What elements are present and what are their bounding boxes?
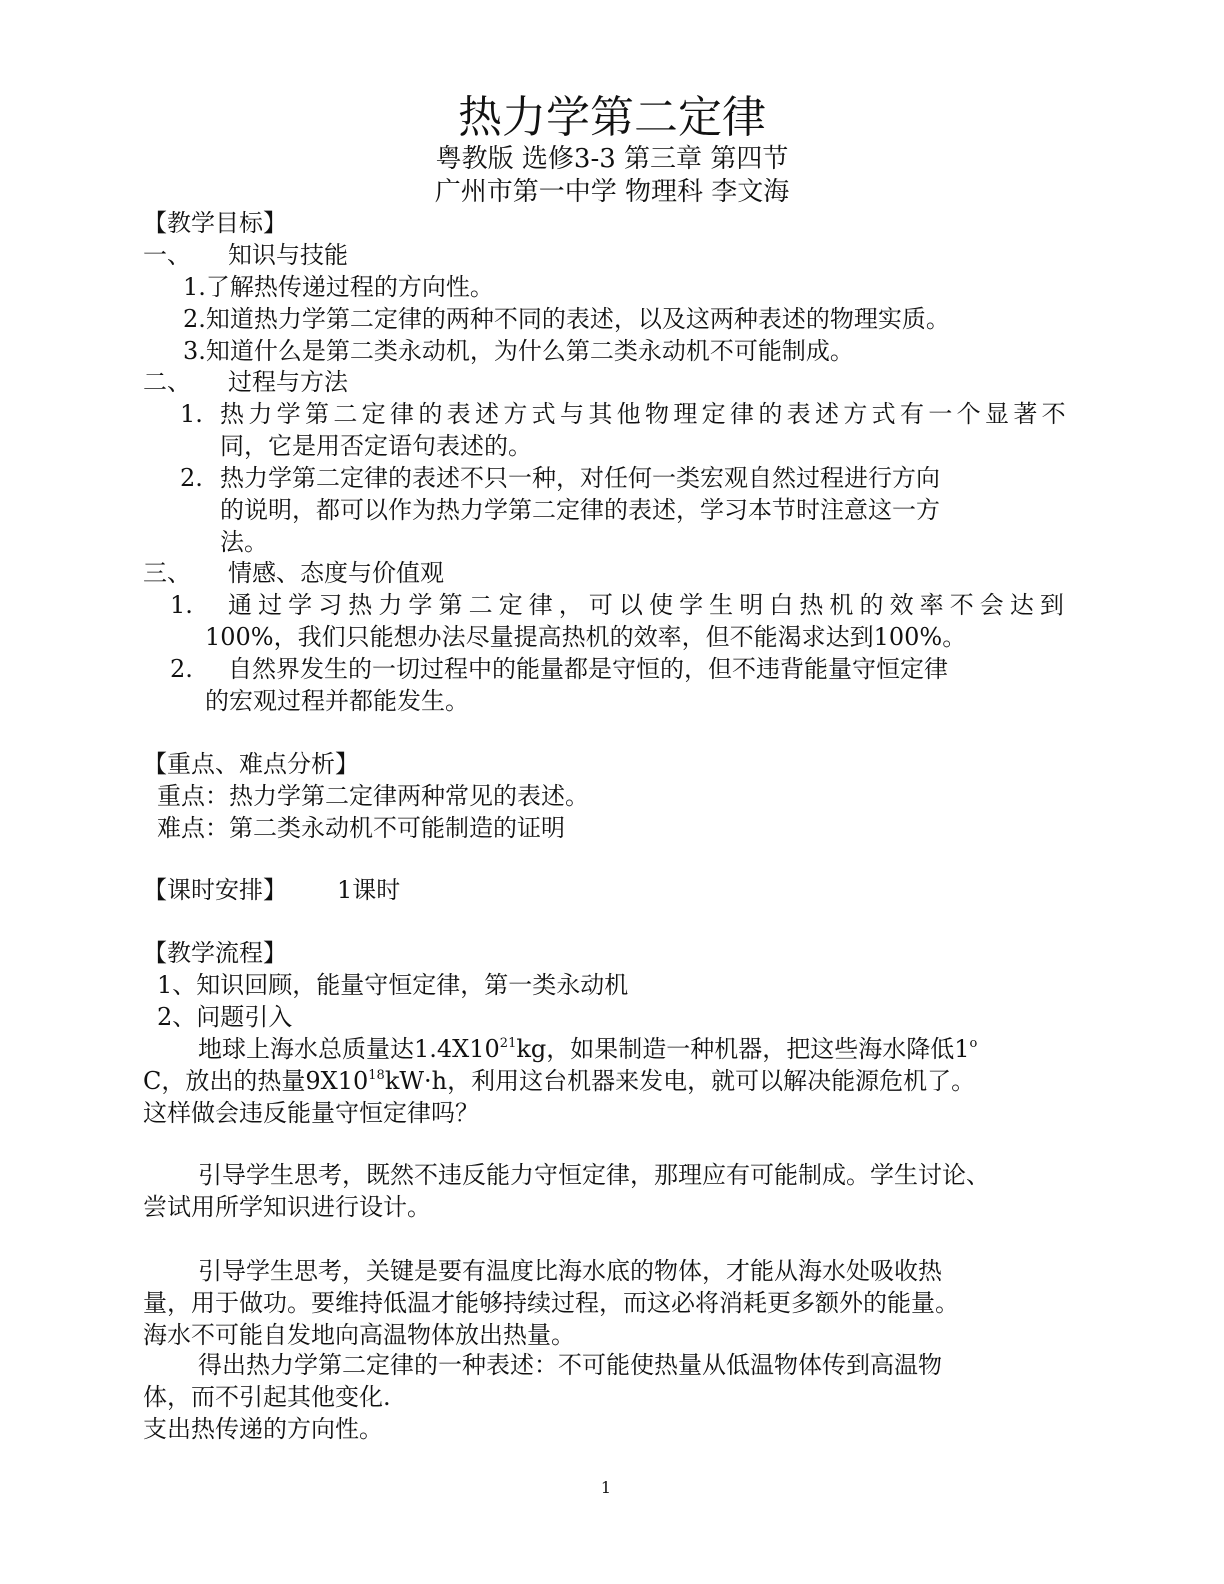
schedule-heading: 【课时安排】 xyxy=(143,876,287,904)
document-author: 广州市第一中学 物理科 李文海 xyxy=(434,177,790,207)
process-item-2-line-2: 的说明，都可以作为热力学第二定律的表述，学习本节时注意这一方 xyxy=(220,496,940,524)
process-item-2-line-3: 法。 xyxy=(220,528,268,556)
goal-item: 2.知道热力学第二定律的两种不同的表述，以及这两种表述的物理实质。 xyxy=(183,305,950,333)
conclusion-line-1: 得出热力学第二定律的一种表述：不可能使热量从低温物体传到高温物 xyxy=(198,1351,942,1379)
goals-heading: 【教学目标】 xyxy=(143,209,287,237)
guide-paragraph-2-line-1: 引导学生思考，关键是要有温度比海水底的物体，才能从海水处吸收热 xyxy=(198,1257,942,1285)
list-number: 2. xyxy=(180,464,203,492)
section-3-title: 情感、态度与价值观 xyxy=(228,559,444,587)
guide-paragraph-2-line-2: 量，用于做功。要维持低温才能够持续过程，而这必将消耗更多额外的能量。 xyxy=(143,1289,959,1317)
page-number: 1 xyxy=(600,1478,612,1497)
value-item-2-line-1: 自然界发生的一切过程中的能量都是守恒的，但不违背能量守恒定律 xyxy=(228,655,948,683)
section-1-number: 一、 xyxy=(143,241,191,269)
guide-paragraph-1-line-2: 尝试用所学知识进行设计。 xyxy=(143,1193,431,1221)
guide-paragraph-1-line-1: 引导学生思考，既然不违反能力守恒定律，那理应有可能制成。学生讨论、 xyxy=(198,1161,990,1189)
flow-step-1: 1、知识回顾，能量守恒定律，第一类永动机 xyxy=(157,971,629,999)
section-1-title: 知识与技能 xyxy=(228,241,348,269)
section-2-number: 二、 xyxy=(143,368,191,396)
list-number: 1. xyxy=(170,591,193,619)
process-item-2-line-1: 热力学第二定律的表述不只一种，对任何一类宏观自然过程进行方向 xyxy=(220,464,940,492)
goal-item: 1.了解热传递过程的方向性。 xyxy=(183,273,494,301)
guide-paragraph-2-line-3: 海水不可能自发地向高温物体放出热量。 xyxy=(143,1321,575,1349)
document-subtitle: 粤教版 选修3-3 第三章 第四节 xyxy=(435,144,789,174)
key-point: 重点：热力学第二定律两种常见的表述。 xyxy=(157,782,589,810)
problem-paragraph-line-2: C，放出的热量$9X10^{18}kW\cdot h$，利用这台机器来发电，就可以解决能源危机了。 xyxy=(143,1067,976,1095)
list-number: 1. xyxy=(180,400,203,428)
list-number: 2. xyxy=(170,655,193,683)
document-title: 热力学第二定律 xyxy=(458,92,766,143)
problem-paragraph-line-1: 地球上海水总质量达$1.4X10^{21}kg$，如果制造一种机器，把这些海水降低1$^o$ xyxy=(198,1035,978,1063)
schedule-value: 1课时 xyxy=(337,876,401,904)
conclusion-line-3: 支出热传递的方向性。 xyxy=(143,1415,383,1443)
flow-step-2: 2、问题引入 xyxy=(157,1003,293,1031)
process-item-1-line-1: 热力学第二定律的表述方式与其他物理定律的表述方式有一个显著不 xyxy=(220,400,1070,428)
section-2-title: 过程与方法 xyxy=(228,368,348,396)
section-3-number: 三、 xyxy=(143,559,191,587)
difficulty-point: 难点：第二类永动机不可能制造的证明 xyxy=(157,814,565,842)
flow-heading: 【教学流程】 xyxy=(143,939,287,967)
value-item-1-line-1: 通过学习热力学第二定律，可以使学生明白热机的效率不会达到 xyxy=(228,591,1070,619)
conclusion-line-2: 体，而不引起其他变化. xyxy=(143,1383,391,1411)
process-item-1-line-2: 同，它是用否定语句表述的。 xyxy=(220,432,532,460)
value-item-1-line-2: 100%，我们只能想办法尽量提高热机的效率，但不能渴求达到100%。 xyxy=(205,623,967,651)
goal-item: 3.知道什么是第二类永动机，为什么第二类永动机不可能制成。 xyxy=(183,337,854,365)
keypoints-heading: 【重点、难点分析】 xyxy=(143,750,359,778)
problem-paragraph-line-3: 这样做会违反能量守恒定律吗？ xyxy=(143,1099,479,1127)
value-item-2-line-2: 的宏观过程并都能发生。 xyxy=(205,687,469,715)
